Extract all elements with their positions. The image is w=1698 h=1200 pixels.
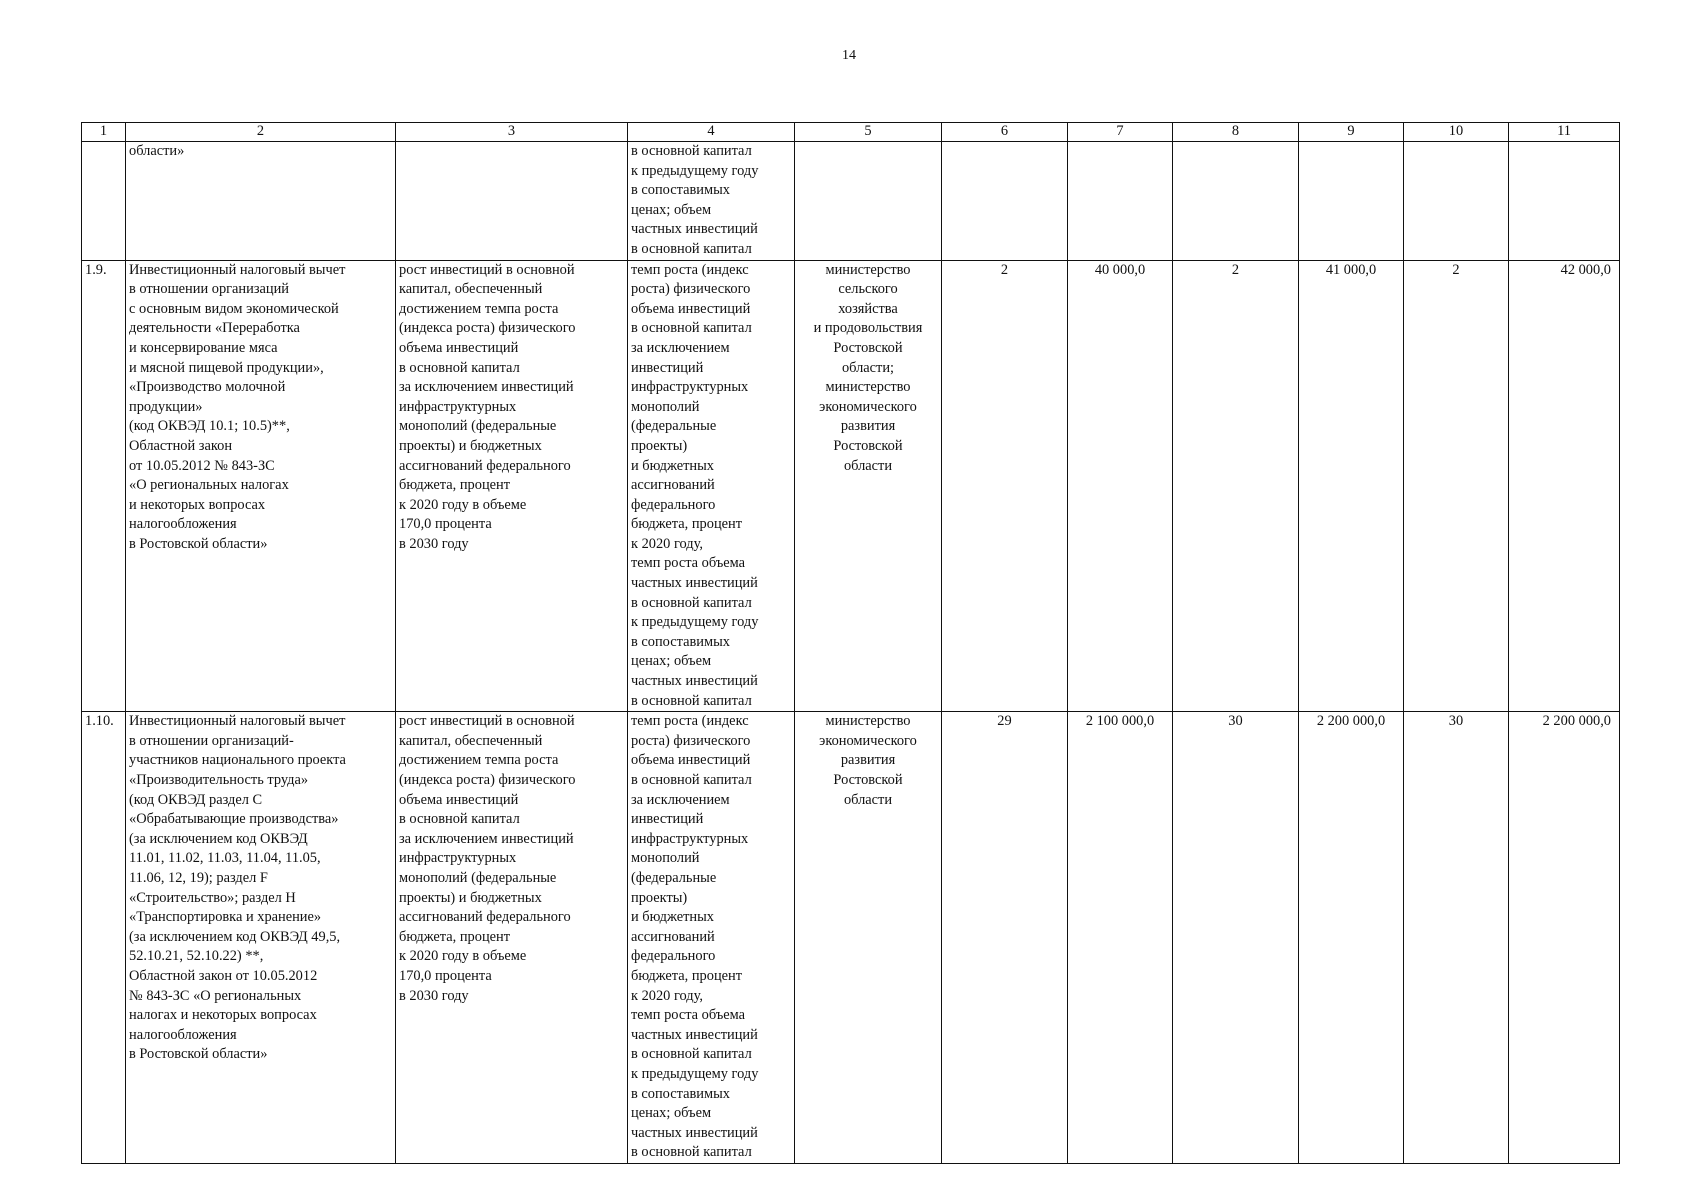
value-cell-6 <box>942 142 1068 261</box>
value-cell-8: 30 <box>1173 712 1299 1164</box>
value-cell-10 <box>1404 142 1509 261</box>
page-number: 14 <box>842 48 856 63</box>
goal-cell <box>396 142 628 261</box>
value-cell-8 <box>1173 142 1299 261</box>
header-cell-6: 6 <box>942 123 1068 142</box>
value-cell-9 <box>1299 142 1404 261</box>
measure-name-cell: Инвестиционный налоговый вычет в отношении организаций с основным видом экономической деятельности «Переработка и консервирование мяса и мясной пищевой продукции», «Производство молочной продукции» (код ОКВЭД 10.1; 10.5)**, Областной закон от 10.05.2012 № 843-ЗС «О региональных налогах и некоторых вопросах налогообложения в Ростовской области» <box>126 260 396 712</box>
header-cell-10: 10 <box>1404 123 1509 142</box>
table-header-row <box>82 123 1620 142</box>
header-cell-1: 1 <box>82 123 126 142</box>
measures-table <box>81 122 1620 1164</box>
curator-cell <box>795 142 942 261</box>
header-cell-9: 9 <box>1299 123 1404 142</box>
header-cell-3: 3 <box>396 123 628 142</box>
value-cell-6: 29 <box>942 712 1068 1164</box>
measure-name-cell: области» <box>126 142 396 261</box>
row-number-cell <box>82 142 126 261</box>
value-cell-11: 2 200 000,0 <box>1509 712 1620 1164</box>
header-cell-4: 4 <box>628 123 795 142</box>
goal-cell: рост инвестиций в основной капитал, обеспеченный достижением темпа роста (индекса роста) физического объема инвестиций в основной капитал за исключением инвестиций инфраструктурных монополий (федеральные проекты) и бюджетных ассигнований федерального бюджета, процент к 2020 году в объеме 170,0 процента в 2030 году <box>396 712 628 1164</box>
value-cell-9: 41 000,0 <box>1299 260 1404 712</box>
measure-name-cell: Инвестиционный налоговый вычет в отношении организаций- участников национального проекта «Производительность труда» (код ОКВЭД раздел С «Обрабатывающие производства» (за исключением код ОКВЭД 11.01, 11.02, 11.03, 11.04, 11.05, 11.06, 12, 19); раздел F «Строительство»; раздел Н «Транспортировка и хранение» (за исключением код ОКВЭД 49,5, 52.10.21, 52.10.22) **, Областной закон от 10.05.2012 № 843-ЗС «О региональных налогах и некоторых вопросах налогообложения в Ростовской области» <box>126 712 396 1164</box>
value-cell-10: 30 <box>1404 712 1509 1164</box>
header-cell-7: 7 <box>1068 123 1173 142</box>
value-cell-11 <box>1509 142 1620 261</box>
value-cell-7 <box>1068 142 1173 261</box>
header-cell-2: 2 <box>126 123 396 142</box>
value-cell-7: 2 100 000,0 <box>1068 712 1173 1164</box>
indicator-cell: темп роста (индекс роста) физического объема инвестиций в основной капитал за исключением инвестиций инфраструктурных монополий (федеральные проекты) и бюджетных ассигнований федерального бюджета, процент к 2020 году, темп роста объема частных инвестиций в основной капитал к предыдущему году в сопоставимых ценах; объем частных инвестиций в основной капитал <box>628 260 795 712</box>
table-row-1-9 <box>82 260 1620 712</box>
value-cell-7: 40 000,0 <box>1068 260 1173 712</box>
value-cell-8: 2 <box>1173 260 1299 712</box>
indicator-cell: в основной капитал к предыдущему году в сопоставимых ценах; объем частных инвестиций в основной капитал <box>628 142 795 261</box>
row-number-cell: 1.9. <box>82 260 126 712</box>
curator-cell: министерство сельского хозяйства и продовольствия Ростовской области; министерство экономического развития Ростовской области <box>795 260 942 712</box>
table-row-1-10 <box>82 712 1620 1164</box>
curator-cell: министерство экономического развития Ростовской области <box>795 712 942 1164</box>
value-cell-9: 2 200 000,0 <box>1299 712 1404 1164</box>
table-row-continuation <box>82 142 1620 261</box>
header-cell-5: 5 <box>795 123 942 142</box>
value-cell-10: 2 <box>1404 260 1509 712</box>
value-cell-11: 42 000,0 <box>1509 260 1620 712</box>
goal-cell: рост инвестиций в основной капитал, обеспеченный достижением темпа роста (индекса роста) физического объема инвестиций в основной капитал за исключением инвестиций инфраструктурных монополий (федеральные проекты) и бюджетных ассигнований федерального бюджета, процент к 2020 году в объеме 170,0 процента в 2030 году <box>396 260 628 712</box>
indicator-cell: темп роста (индекс роста) физического объема инвестиций в основной капитал за исключением инвестиций инфраструктурных монополий (федеральные проекты) и бюджетных ассигнований федерального бюджета, процент к 2020 году, темп роста объема частных инвестиций в основной капитал к предыдущему году в сопоставимых ценах; объем частных инвестиций в основной капитал <box>628 712 795 1164</box>
value-cell-6: 2 <box>942 260 1068 712</box>
header-cell-8: 8 <box>1173 123 1299 142</box>
header-cell-11: 11 <box>1509 123 1620 142</box>
row-number-cell: 1.10. <box>82 712 126 1164</box>
